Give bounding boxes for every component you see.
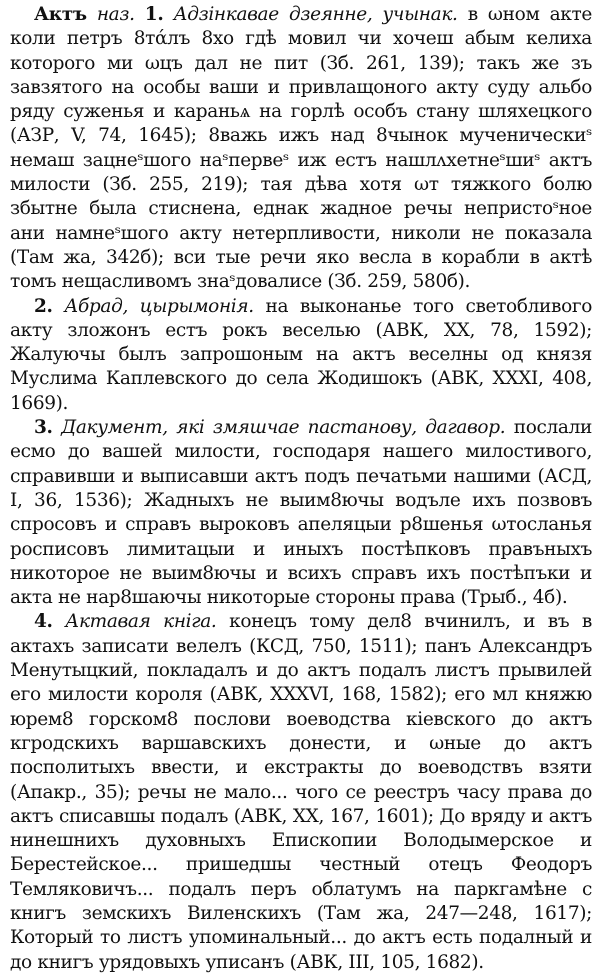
- sense-gloss: Дакумент, які змяшчае пастанову, дагавор.: [61, 417, 506, 439]
- sense-gloss: Актавая кніга.: [65, 611, 217, 633]
- sense-body: послали есмо до вашей милости, господаря нашего милостивого, справивши и выписавши актъ подъ печатьми нашими (АСД, I, 36, 1536); Жадныхъ не выим8ючы водъле ихъ позвовъ спросовъ и справъ выроковъ апеляцыи р8шенья ωтосланья росписовъ лимитацыи и иныхъ постѣпковъ правъныхъ никоторое не выим8ючы и всихъ справъ ихъ постѣпъки и акта не нар8шаючы никоторые стороны права (Трыб., 4б).: [10, 417, 592, 609]
- part-of-speech: наз.: [96, 4, 135, 25]
- sense-gloss: Абрад, цырымонія.: [64, 295, 254, 317]
- sense-body: конецъ тому дел8 вчинилъ, и въ в актахъ записати велелъ (КСД, 750, 1511); панъ Александръ Менутыцкий, покладалъ и до актъ подалъ листъ прывилей его милости короля (АВК, XXXVI, 168, 1582); его мл княжю юрем8 горском8 послови воеводства кіевского до актъ кгродскихъ варшавскихъ донести, и ωные до актъ посполитыхъ ввести, и екстракты до воеводствъ взяти (Апакр., 35); речы не мало... чого се реестръ часу права до актъ списавшы подалъ (АВК, XX, 167, 1601); До вряду и актъ нинешнихъ духовныхъ Епископии Володымерское и Берестейское... пришедшы честный отецъ Феодоръ Темляковичъ... подалъ перъ облатумъ на паркгамѣне с книгъ земскихъ Виленскихъ (Там жа, 247—248, 1617); Который то листъ упоминальный... до актъ есть подалный и до книгъ урядовыхъ уписанъ (АВК, III, 105, 1682).: [10, 611, 592, 973]
- sense-gloss: Адзінкавае дзеянне, учынак.: [173, 4, 458, 25]
- sense-number: 4.: [34, 611, 53, 633]
- entry-sense-3: [10, 416, 592, 610]
- entry-sense-4: [10, 610, 592, 974]
- sense-number: 3.: [34, 417, 53, 439]
- sense-number: 2.: [34, 295, 53, 317]
- sense-body: на выконанье того светобливого акту зложонъ естъ рокъ веселью (АВК, XX, 78, 1592); Жалуючы былъ запрошоным на актъ веселны од князя Муслима Каплевского до села Жодишокъ (АВК, XXXI, 408, 1669).: [10, 295, 592, 414]
- entry-sense-2: [10, 295, 592, 416]
- sense-body: в ωном акте коли петръ 8тάлъ 8хо гдѣ мовил чи хочеш абым келиха которого ми ωцъ дал не пит (Зб. 261, 139); такъ же зъ завзятого на особы ваши и привлащоного акту суду альбо ряду суженья и караньѧ на горлѣ особъ стану шляхецкого (АЗР, V, 74, 1645); 8важь ижъ над 8чынок мученическиˢ немаш зацнеˢшого наˢпервеˢ иж естъ нашлᴧхетнеˢшиˢ актъ милости (Зб. 255, 219); тая дѣва хотя ωт тяжкого болю збытне была стиснена, еднак жадное речы непристоˢное ани намнеˢшого акту нетерпливости, николи не показала (Там жа, 342б); вси тые речи яко весла в корабли в актѣ томъ нещасливомъ знаˢдовалисе (Зб. 259, 580б).: [10, 4, 593, 293]
- sense-number: 1.: [144, 4, 164, 25]
- entry-sense-1: [10, 3, 592, 295]
- headword: Актъ: [34, 4, 87, 25]
